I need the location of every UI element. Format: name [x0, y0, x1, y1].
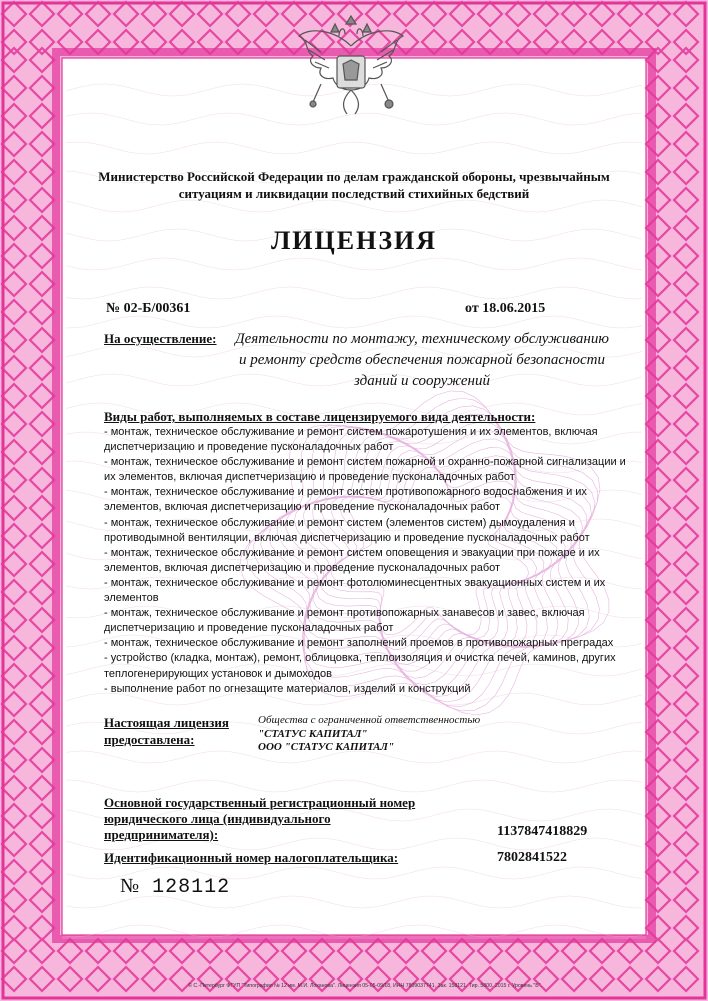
- work-item: - монтаж, техническое обслуживание и ремонт систем пожарной и охранно-пожарной сигнализации и их элементов, включая диспетчеризацию и проведение пусконаладочных работ: [104, 456, 626, 484]
- activity-label: На осуществление:: [104, 331, 217, 346]
- provided-label-line1: Настоящая лицензия: [104, 715, 229, 730]
- blank-serial-number: [120, 875, 230, 899]
- activity-description: Деятельности по монтажу, техническому обслуживанию и ремонту средств обеспечения пожарной безопасности зданий и сооружений: [235, 331, 609, 389]
- provided-label-line2: предоставлена:: [104, 732, 195, 747]
- license-date: [465, 301, 545, 317]
- company-quoted-name: "СТАТУС КАПИТАЛ": [258, 727, 368, 740]
- ogrn-label: Основной государственный регистрационный номер юридического лица (индивидуального предпринимателя):: [104, 795, 416, 842]
- license-number-value: 02-Б/00361: [123, 301, 191, 316]
- work-item: - выполнение работ по огнезащите материалов, изделий и конструкций: [104, 682, 471, 695]
- work-item: - монтаж, техническое обслуживание и ремонт противопожарных занавесов и завес, включая диспетчеризацию и проведение пусконаладочных работ: [104, 607, 585, 635]
- works-list: [104, 425, 634, 697]
- inn-label: Идентификационный номер налогоплательщика:: [104, 850, 399, 865]
- work-item: - монтаж, техническое обслуживание и ремонт систем (элементов систем) дымоудаления и противодымной вентиляции, включая диспетчеризацию и проведение пусконаладочных работ: [104, 516, 590, 544]
- work-item: - устройство (кладка, монтаж), ремонт, облицовка, теплоизоляция и очистка печей, каминов, других теплогенерирующих установок и дымоходов: [104, 652, 616, 680]
- work-item: - монтаж, техническое обслуживание и ремонт систем пожаротушения и их элементов, включая диспетчеризацию и проведение пусконаладочных работ: [104, 426, 598, 454]
- inn-value: 7802841522: [497, 850, 567, 865]
- ogrn-value: 1137847418829: [497, 824, 588, 839]
- ministry-name: Министерство Российской Федерации по делам гражданской обороны, чрезвычайным ситуациям и ликвидации последствий стихийных бедствий: [98, 169, 610, 201]
- provided-label: [104, 714, 229, 748]
- company-short-name: ООО "СТАТУС КАПИТАЛ": [258, 741, 395, 753]
- company-full-name: Общества с ограниченной ответственностью: [258, 714, 481, 726]
- russian-coat-of-arms-icon: [291, 6, 411, 126]
- works-heading: Виды работ, выполняемых в составе лицензируемого вида деятельности:: [104, 409, 536, 424]
- work-item: - монтаж, техническое обслуживание и ремонт заполнений проемов в противопожарных преградах: [104, 637, 614, 650]
- work-item: - монтаж, техническое обслуживание и ремонт систем противопожарного водоснабжения и их элементов, включая диспетчеризацию и проведение пусконаладочных работ: [104, 486, 587, 514]
- blank-number-prefix: №: [120, 875, 141, 897]
- license-number-prefix: №: [106, 301, 121, 316]
- license-date-value: 18.06.2015: [482, 301, 546, 316]
- license-date-prefix: от: [465, 301, 479, 316]
- document-title: ЛИЦЕНЗИЯ: [270, 226, 438, 255]
- company-name: [258, 714, 480, 755]
- license-number: [106, 301, 190, 317]
- work-item: - монтаж, техническое обслуживание и ремонт систем оповещения и эвакуации при пожаре и их элементов, включая диспетчеризацию и проведение пусконаладочных работ: [104, 546, 600, 574]
- work-item: - монтаж, техническое обслуживание и ремонт фотолюминесцентных эвакуационных систем и их элементов: [104, 576, 606, 605]
- blank-number-value: 128112: [152, 876, 231, 899]
- printer-imprint: © С.-Петербург ФГУП "Типография № 12 им. М.И. Лоханова". Лицензия 05-05-09/18, ИНН 7809037741, Зак. 158121. Тир. 5800. 2015 г. Уровень "Б".: [188, 983, 542, 989]
